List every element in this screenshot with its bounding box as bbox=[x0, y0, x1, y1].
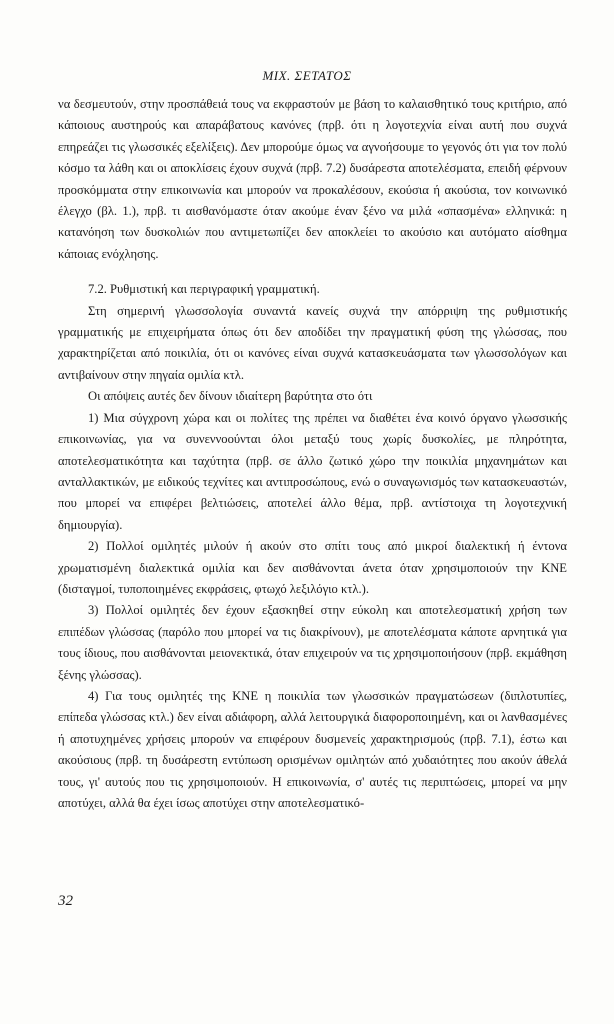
list-item-3: 3) Πολλοί ομιλητές δεν έχουν εξασκηθεί στην εύκολη και αποτελεσματική χρήση των επιπέδων γλώσσας (παρόλο που μπορεί να τις διακρίνουν), με αποτελέσματα κάποτε αρνητικά για τους ίδιους, που αισθάνονται μειονεκτικά, όταν επιχειρούν να τις χρησιμοποιήσουν (πρβ. εκμάθηση ξένης γλώσσας). bbox=[58, 603, 567, 682]
paragraph-prescriptive-grammar: Στη σημερινή γλωσσολογία συναντά κανείς συχνά την απόρριψη της ρυθμιστικής γραμματικής με επιχειρήματα όπως ότι δεν αποδίδει την πραγματική φύση της γλώσσας, που χαρακτηρίζεται από ποικιλία, ότι οι κανόνες είναι συχνά κατασκευάσματα των γλωσσολόγων και αντιβαίνουν στην πηγαία ομιλία κτλ. bbox=[58, 303, 567, 382]
page-number: 32 bbox=[58, 893, 73, 909]
list-item-2: 2) Πολλοί ομιλητές μιλούν ή ακούν στο σπίτι τους από μικροί διαλεκτική ή έντονα χρωματισμένη διαλεκτικά ομιλία και δεν αισθάνονται άνετα όταν χρησιμοποιούν την ΚΝΕ (δισταγμοί, τυποποιημένες εκφράσεις, φτωχό λεξιλόγιο κτλ.). bbox=[58, 539, 567, 596]
list-item-1: 1) Μια σύγχρονη χώρα και οι πολίτες της πρέπει να διαθέτει ένα κοινό όργανο γλωσσικής επικοινωνίας, για να συνεννοούνται όλοι μεταξύ τους χωρίς δυσκολίες, με πληρότητα, αποτελεσματικότητα και ταχύτητα (πρβ. σε άλλο ζωτικό χώρο την ποικιλία μηχανημάτων και ανταλλακτικών, με ειδικούς τεχνίτες και αντιπροσώπους, ενώ ο συναγωνισμός των κατασκευαστών, που μπορεί να επιφέρει βελτιώσεις, αποτελεί άλλο θέμα, πρβ. αντίστοιχα τη λογοτεχνική δημιουργία). bbox=[58, 410, 567, 532]
paragraph-views: Οι απόψεις αυτές δεν δίνουν ιδιαίτερη βαρύτητα στο ότι bbox=[88, 389, 373, 404]
running-head: ΜΙΧ. ΣΕΤΑΤΟΣ bbox=[262, 68, 352, 83]
list-item-4: 4) Για τους ομιλητές της ΚΝΕ η ποικιλία των γλωσσικών πραγματώσεων (διπλοτυπίες, επίπεδα γλώσσας κτλ.) δεν είναι αδιάφορη, αλλά λειτουργικά διαφοροποιημένη, και οι λανθασμένες ή αποτυχημένες χρήσεις μπορούν να επιφέρουν δυσμενείς χαρακτηρισμούς (πρβ. 7.1), έστω και ακούσιους (πρβ. τη δυσάρεστη εντύπωση ορισμένων ομιλητών από χυδαιότητες που ακούν άθελά τους, γι' αυτούς που τις χρησιμοποιούν. Η επικοινωνία, σ' αυτές τις περιπτώσεις, μπορεί να μην αποτύχει, αλλά θα έχει ίσως αποτύχει στην αποτελεσματικό- bbox=[58, 688, 567, 810]
section-heading: 7.2. Ρυθμιστική και περιγραφική γραμματική. bbox=[88, 282, 320, 297]
paragraph-continuation: να δεσμευτούν, στην προσπάθειά τους να εκφραστούν με βάση το καλαισθητικό τους κριτήριο, από κάποιους αυστηρούς και απαράβατους κανόνες (πρβ. ότι η λογοτεχνία είναι αυτή που συχνά επηρεάζει τις γλωσσικές εξελίξεις). Δεν μπορούμε όμως να αγνοήσουμε το γεγονός ότι για τον πολύ κόσμο τα λάθη και οι αποκλίσεις έχουν συχνά (πρβ. 7.2) δυσάρεστα αποτελέσματα, επειδή φέρνουν προσκόμματα στην επικοινωνία και μπορούν να προκαλέσουν, εκούσια ή ακούσια, τον κοινωνικό έλεγχο (βλ. 1.), πρβ. τι αισθανόμαστε όταν ακούμε έναν ξένο να μιλά «σπασμένα» ελληνικά: η κατανόηση των δυσκολιών που αντιμετωπίζει δεν αποκλείει το ακούσιο και αυτόματο αίσθημα κάποιας ενόχλησης. bbox=[58, 97, 567, 261]
body-text bbox=[58, 94, 567, 814]
